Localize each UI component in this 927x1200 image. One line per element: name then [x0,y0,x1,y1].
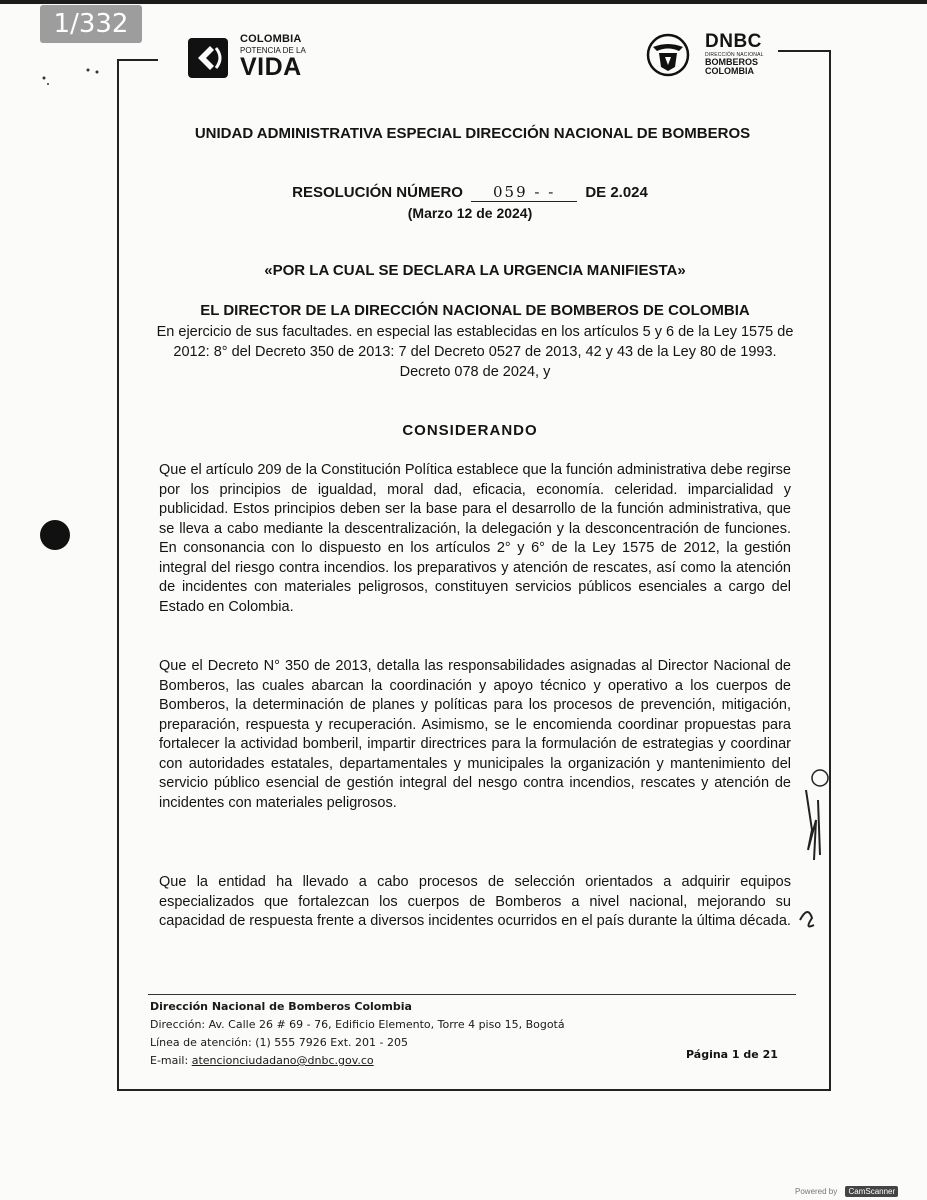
page-frame-top-right [778,50,830,52]
resolution-line [160,183,780,202]
punch-hole [40,520,70,550]
speck-marks-icon [40,62,110,92]
footer-email-line [150,1052,565,1070]
paragraph: Que el Decreto N° 350 de 2013, detalla las responsabilidades asignadas al Director Nacional de Bomberos, las cuales abarcan la coordinación y apoyo técnico y operativo a los cuerpos de Bomberos, la determinación de planes y políticas para los procesos de prevención, mitigación, preparación, respuesta y recuperación. Asimismo, se le encomienda coordinar propuestas para fortalecer la actividad bomberil, impartir directrices para la formulación de estrategias y coordinar con autoridades estatales, departamentales y municipales la organización y mantenimiento del servicio público esencial de gestión integral del nesgo contra incendios, rescates y atención de incidentes con materiales peligrosos. [159,658,791,811]
resolution-subject: «POR LA CUAL SE DECLARA LA URGENCIA MANIFIESTA» [264,262,686,279]
dnbc-acronym: DNBC [705,31,762,52]
legal-powers: En ejercicio de sus facultades. en especial las establecidas en los artículos 5 y 6 de la Ley 1575 de 2012: 8° del Decreto 350 de 2013: 7 del Decreto 0527 de 2013, 42 y 43 de la Ley 80 de 1993. Decreto 078 de 2024, y [156,324,794,380]
page-frame-top-left [118,59,158,61]
logo-line-colombia: COLOMBIA [240,33,302,45]
dnbc-tagline: DIRECCIÓN NACIONAL [705,52,764,58]
scan-specks [40,62,110,95]
document-footer [150,998,565,1070]
resolution-suffix: DE 2.024 [585,184,648,201]
paragraph: Que la entidad ha llevado a cabo procesos de selección orientados a adquirir equipos especializados que fortalezcan los cuerpos de Bomberos a nivel nacional, mejorando su capacidad de respuesta frente a diversos incidentes ocurridos en el país durante la última década. [159,874,791,929]
dnbc-bomberos: BOMBEROS [705,57,759,67]
dnbc-colombia: COLOMBIA [705,66,754,76]
scanner-watermark [795,1186,898,1197]
dnbc-logo [645,33,785,83]
considerando-heading: CONSIDERANDO [402,422,538,439]
page-frame-bottom [117,1089,831,1091]
logo-line-vida: VIDA [240,53,302,81]
footer-title: Dirección Nacional de Bomberos Colombia [150,1000,412,1013]
camscanner-brand: CamScanner [845,1186,898,1197]
resolution-number: 059 - - [471,183,577,202]
resolution-date: (Marzo 12 de 2024) [407,205,533,221]
footer-address: Dirección: Av. Calle 26 # 69 - 76, Edificio Elemento, Torre 4 piso 15, Bogotá [150,1018,565,1031]
paragraph: Que el artículo 209 de la Constitución Política establece que la función administrativa debe regirse por los principios de igualdad, moral dad, eficacia, economía. celeridad. imparcialidad y publicidad. Estos principios deben ser la base para el desarrollo de la función administrativa, que se lleva a cabo mediante la descentralización, la delegación y la desconcentración de funciones. En consonancia con lo dispuesto en los artículos 2° y 6° de la Ley 1575 de 2012, la gestión integral del riesgo contra incendios. los preparativos y atención de rescates, así como la atención de incidentes con materiales peligrosos, constituyen servicios públicos esenciales a cargo del Estado en Colombia. [159,462,791,615]
footer-email-label: E-mail: [150,1054,189,1067]
colombia-wave-icon [188,36,234,80]
page-number: Página 1 de 21 [686,1048,778,1061]
director-heading: EL DIRECTOR DE LA DIRECCIÓN NACIONAL DE BOMBEROS DE COLOMBIA [200,302,750,319]
page-counter: 1/332 [40,5,142,43]
bomberos-shield-icon [645,33,691,77]
footer-divider [148,994,796,995]
viewer-top-bar [0,0,927,4]
colombia-potencia-logo [188,33,348,83]
footer-phone: Línea de atención: (1) 555 7926 Ext. 201 - 205 [150,1036,408,1049]
powered-by-label: Powered by [795,1187,838,1196]
logo-line-potencia: POTENCIA DE LA [240,46,306,55]
footer-email-link[interactable]: atencionciudadano@dnbc.gov.co [191,1054,374,1067]
page-frame-left [117,59,119,1091]
margin-initials-icon [790,760,830,940]
resolution-prefix: RESOLUCIÓN NÚMERO [292,184,463,201]
agency-heading: UNIDAD ADMINISTRATIVA ESPECIAL DIRECCIÓN NACIONAL DE BOMBEROS [194,125,751,142]
